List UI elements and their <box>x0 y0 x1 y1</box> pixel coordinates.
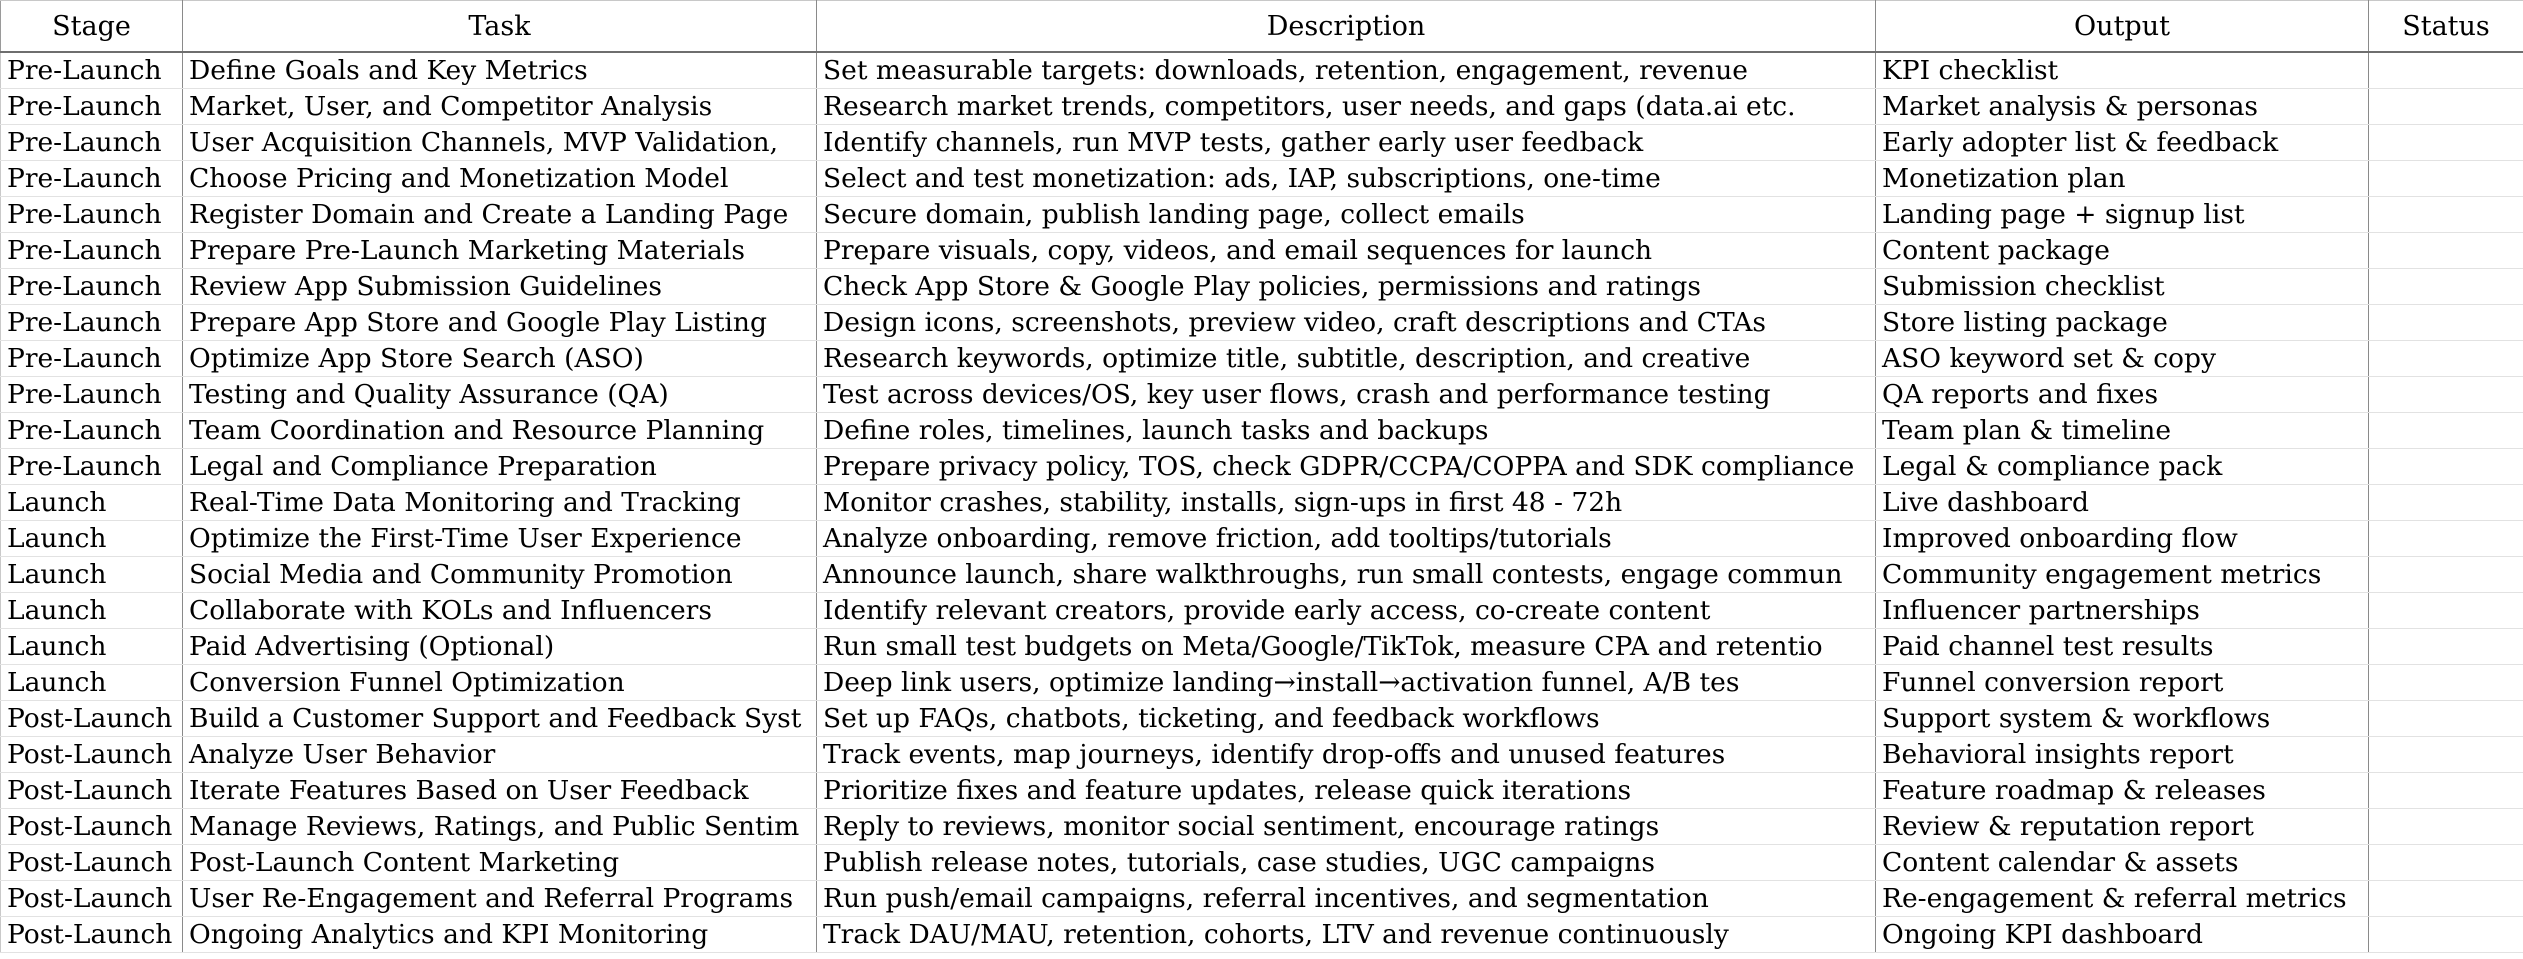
cell-stage[interactable]: Pre-Launch <box>1 197 183 233</box>
cell-stage[interactable]: Launch <box>1 629 183 665</box>
table-row <box>1 449 2523 485</box>
cell-task[interactable]: Legal and Compliance Preparation <box>183 449 817 485</box>
cell-status[interactable] <box>2369 485 2523 521</box>
cell-task[interactable]: Manage Reviews, Ratings, and Public Sentim <box>183 809 817 845</box>
cell-stage[interactable]: Post-Launch <box>1 881 183 917</box>
cell-stage[interactable]: Pre-Launch <box>1 449 183 485</box>
cell-description[interactable]: Run push/email campaigns, referral incentives, and segmentation <box>817 881 1876 917</box>
header-row <box>1 1 2523 53</box>
cell-task[interactable]: Social Media and Community Promotion <box>183 557 817 593</box>
table-row <box>1 161 2523 197</box>
header-status[interactable]: Status <box>2369 1 2523 53</box>
table-row <box>1 52 2523 89</box>
table-row <box>1 341 2523 377</box>
cell-stage[interactable]: Post-Launch <box>1 845 183 881</box>
table-row <box>1 737 2523 773</box>
cell-description[interactable]: Announce launch, share walkthroughs, run small contests, engage commun <box>817 557 1876 593</box>
cell-output[interactable]: Early adopter list & feedback <box>1876 125 2369 161</box>
cell-output[interactable]: Behavioral insights report <box>1876 737 2369 773</box>
cell-task[interactable]: Register Domain and Create a Landing Page <box>183 197 817 233</box>
cell-task[interactable]: Build a Customer Support and Feedback Syst <box>183 701 817 737</box>
cell-description[interactable]: Set up FAQs, chatbots, ticketing, and feedback workflows <box>817 701 1876 737</box>
cell-task[interactable]: Prepare App Store and Google Play Listing <box>183 305 817 341</box>
cell-description[interactable]: Reply to reviews, monitor social sentiment, encourage ratings <box>817 809 1876 845</box>
table-row <box>1 665 2523 701</box>
header-description[interactable]: Description <box>817 1 1876 53</box>
cell-status[interactable] <box>2369 413 2523 449</box>
cell-description[interactable]: Prepare privacy policy, TOS, check GDPR/CCPA/COPPA and SDK compliance <box>817 449 1876 485</box>
cell-output[interactable]: Community engagement metrics <box>1876 557 2369 593</box>
cell-task[interactable]: Choose Pricing and Monetization Model <box>183 161 817 197</box>
table-row <box>1 305 2523 341</box>
cell-task[interactable]: Review App Submission Guidelines <box>183 269 817 305</box>
cell-description[interactable]: Define roles, timelines, launch tasks and backups <box>817 413 1876 449</box>
cell-status[interactable] <box>2369 269 2523 305</box>
cell-task[interactable]: Iterate Features Based on User Feedback <box>183 773 817 809</box>
cell-description[interactable]: Secure domain, publish landing page, collect emails <box>817 197 1876 233</box>
table-row <box>1 809 2523 845</box>
cell-stage[interactable]: Pre-Launch <box>1 125 183 161</box>
cell-task[interactable]: Optimize the First-Time User Experience <box>183 521 817 557</box>
cell-stage[interactable]: Launch <box>1 665 183 701</box>
cell-stage[interactable]: Pre-Launch <box>1 377 183 413</box>
cell-description[interactable]: Publish release notes, tutorials, case studies, UGC campaigns <box>817 845 1876 881</box>
cell-output[interactable]: Live dashboard <box>1876 485 2369 521</box>
cell-description[interactable]: Analyze onboarding, remove friction, add tooltips/tutorials <box>817 521 1876 557</box>
cell-description[interactable]: Identify channels, run MVP tests, gather early user feedback <box>817 125 1876 161</box>
table-row <box>1 485 2523 521</box>
cell-task[interactable]: Real-Time Data Monitoring and Tracking <box>183 485 817 521</box>
cell-stage[interactable]: Post-Launch <box>1 773 183 809</box>
table-row <box>1 917 2523 953</box>
cell-status[interactable] <box>2369 593 2523 629</box>
cell-status[interactable] <box>2369 917 2523 953</box>
cell-status[interactable] <box>2369 809 2523 845</box>
cell-description[interactable]: Deep link users, optimize landing→install→activation funnel, A/B tes <box>817 665 1876 701</box>
cell-status[interactable] <box>2369 341 2523 377</box>
cell-status[interactable] <box>2369 773 2523 809</box>
cell-task[interactable]: Post-Launch Content Marketing <box>183 845 817 881</box>
table-body <box>1 52 2523 953</box>
cell-stage[interactable]: Pre-Launch <box>1 341 183 377</box>
table-row <box>1 701 2523 737</box>
cell-output[interactable]: Re-engagement & referral metrics <box>1876 881 2369 917</box>
table-row <box>1 233 2523 269</box>
cell-status[interactable] <box>2369 161 2523 197</box>
header-stage[interactable]: Stage <box>1 1 183 53</box>
cell-description[interactable]: Test across devices/OS, key user flows, crash and performance testing <box>817 377 1876 413</box>
cell-status[interactable] <box>2369 737 2523 773</box>
cell-status[interactable] <box>2369 557 2523 593</box>
cell-task[interactable]: Prepare Pre-Launch Marketing Materials <box>183 233 817 269</box>
table-row <box>1 557 2523 593</box>
table-row <box>1 125 2523 161</box>
cell-description[interactable]: Track DAU/MAU, retention, cohorts, LTV and revenue continuously <box>817 917 1876 953</box>
cell-task[interactable]: Define Goals and Key Metrics <box>183 52 817 89</box>
cell-description[interactable]: Set measurable targets: downloads, retention, engagement, revenue <box>817 52 1876 89</box>
cell-stage[interactable]: Pre-Launch <box>1 305 183 341</box>
cell-status[interactable] <box>2369 52 2523 89</box>
cell-output[interactable]: Team plan & timeline <box>1876 413 2369 449</box>
cell-output[interactable]: Submission checklist <box>1876 269 2369 305</box>
cell-output[interactable]: Feature roadmap & releases <box>1876 773 2369 809</box>
table-row <box>1 773 2523 809</box>
cell-output[interactable]: Store listing package <box>1876 305 2369 341</box>
cell-stage[interactable]: Pre-Launch <box>1 89 183 125</box>
cell-status[interactable] <box>2369 233 2523 269</box>
cell-task[interactable]: Testing and Quality Assurance (QA) <box>183 377 817 413</box>
cell-description[interactable]: Track events, map journeys, identify drop-offs and unused features <box>817 737 1876 773</box>
cell-status[interactable] <box>2369 701 2523 737</box>
cell-stage[interactable]: Post-Launch <box>1 737 183 773</box>
cell-description[interactable]: Design icons, screenshots, preview video, craft descriptions and CTAs <box>817 305 1876 341</box>
cell-status[interactable] <box>2369 89 2523 125</box>
cell-status[interactable] <box>2369 377 2523 413</box>
cell-stage[interactable]: Post-Launch <box>1 809 183 845</box>
cell-output[interactable]: Funnel conversion report <box>1876 665 2369 701</box>
cell-stage[interactable]: Pre-Launch <box>1 233 183 269</box>
cell-stage[interactable]: Launch <box>1 485 183 521</box>
cell-stage[interactable]: Launch <box>1 557 183 593</box>
cell-output[interactable]: Market analysis & personas <box>1876 89 2369 125</box>
cell-task[interactable]: User Re-Engagement and Referral Programs <box>183 881 817 917</box>
cell-output[interactable]: Improved onboarding flow <box>1876 521 2369 557</box>
cell-status[interactable] <box>2369 881 2523 917</box>
cell-output[interactable]: QA reports and fixes <box>1876 377 2369 413</box>
cell-task[interactable]: Team Coordination and Resource Planning <box>183 413 817 449</box>
cell-task[interactable]: Market, User, and Competitor Analysis <box>183 89 817 125</box>
cell-status[interactable] <box>2369 125 2523 161</box>
table-header <box>1 1 2523 53</box>
cell-description[interactable]: Run small test budgets on Meta/Google/TikTok, measure CPA and retentio <box>817 629 1876 665</box>
cell-output[interactable]: Content package <box>1876 233 2369 269</box>
cell-output[interactable]: Review & reputation report <box>1876 809 2369 845</box>
table-row <box>1 413 2523 449</box>
cell-description[interactable]: Prioritize fixes and feature updates, release quick iterations <box>817 773 1876 809</box>
table-row <box>1 593 2523 629</box>
cell-description[interactable]: Research keywords, optimize title, subtitle, description, and creative <box>817 341 1876 377</box>
cell-stage[interactable]: Post-Launch <box>1 701 183 737</box>
cell-status[interactable] <box>2369 521 2523 557</box>
table-row <box>1 629 2523 665</box>
cell-stage[interactable]: Pre-Launch <box>1 52 183 89</box>
table-row <box>1 521 2523 557</box>
cell-description[interactable]: Select and test monetization: ads, IAP, subscriptions, one-time <box>817 161 1876 197</box>
table-row <box>1 845 2523 881</box>
cell-stage[interactable]: Post-Launch <box>1 917 183 953</box>
cell-status[interactable] <box>2369 197 2523 233</box>
header-output[interactable]: Output <box>1876 1 2369 53</box>
cell-task[interactable]: Conversion Funnel Optimization <box>183 665 817 701</box>
cell-description[interactable]: Identify relevant creators, provide early access, co-create content <box>817 593 1876 629</box>
cell-description[interactable]: Monitor crashes, stability, installs, sign-ups in first 48 - 72h <box>817 485 1876 521</box>
cell-description[interactable]: Check App Store & Google Play policies, permissions and ratings <box>817 269 1876 305</box>
cell-task[interactable]: Collaborate with KOLs and Influencers <box>183 593 817 629</box>
cell-description[interactable]: Prepare visuals, copy, videos, and email sequences for launch <box>817 233 1876 269</box>
table-row <box>1 377 2523 413</box>
cell-output[interactable]: ASO keyword set & copy <box>1876 341 2369 377</box>
cell-stage[interactable]: Pre-Launch <box>1 269 183 305</box>
cell-stage[interactable]: Launch <box>1 593 183 629</box>
cell-task[interactable]: Analyze User Behavior <box>183 737 817 773</box>
cell-output[interactable]: Legal & compliance pack <box>1876 449 2369 485</box>
cell-stage[interactable]: Pre-Launch <box>1 161 183 197</box>
cell-output[interactable]: Influencer partnerships <box>1876 593 2369 629</box>
cell-output[interactable]: KPI checklist <box>1876 52 2369 89</box>
cell-status[interactable] <box>2369 305 2523 341</box>
cell-status[interactable] <box>2369 845 2523 881</box>
cell-output[interactable]: Ongoing KPI dashboard <box>1876 917 2369 953</box>
cell-status[interactable] <box>2369 449 2523 485</box>
table-row <box>1 269 2523 305</box>
cell-task[interactable]: Optimize App Store Search (ASO) <box>183 341 817 377</box>
cell-output[interactable]: Support system & workflows <box>1876 701 2369 737</box>
cell-stage[interactable]: Pre-Launch <box>1 413 183 449</box>
table-row <box>1 881 2523 917</box>
cell-description[interactable]: Research market trends, competitors, user needs, and gaps (data.ai etc. <box>817 89 1876 125</box>
cell-stage[interactable]: Launch <box>1 521 183 557</box>
cell-status[interactable] <box>2369 665 2523 701</box>
cell-output[interactable]: Content calendar & assets <box>1876 845 2369 881</box>
cell-output[interactable]: Paid channel test results <box>1876 629 2369 665</box>
header-task[interactable]: Task <box>183 1 817 53</box>
cell-task[interactable]: Ongoing Analytics and KPI Monitoring <box>183 917 817 953</box>
cell-output[interactable]: Landing page + signup list <box>1876 197 2369 233</box>
cell-status[interactable] <box>2369 629 2523 665</box>
cell-task[interactable]: User Acquisition Channels, MVP Validation, <box>183 125 817 161</box>
cell-output[interactable]: Monetization plan <box>1876 161 2369 197</box>
cell-task[interactable]: Paid Advertising (Optional) <box>183 629 817 665</box>
table-row <box>1 89 2523 125</box>
table-row <box>1 197 2523 233</box>
